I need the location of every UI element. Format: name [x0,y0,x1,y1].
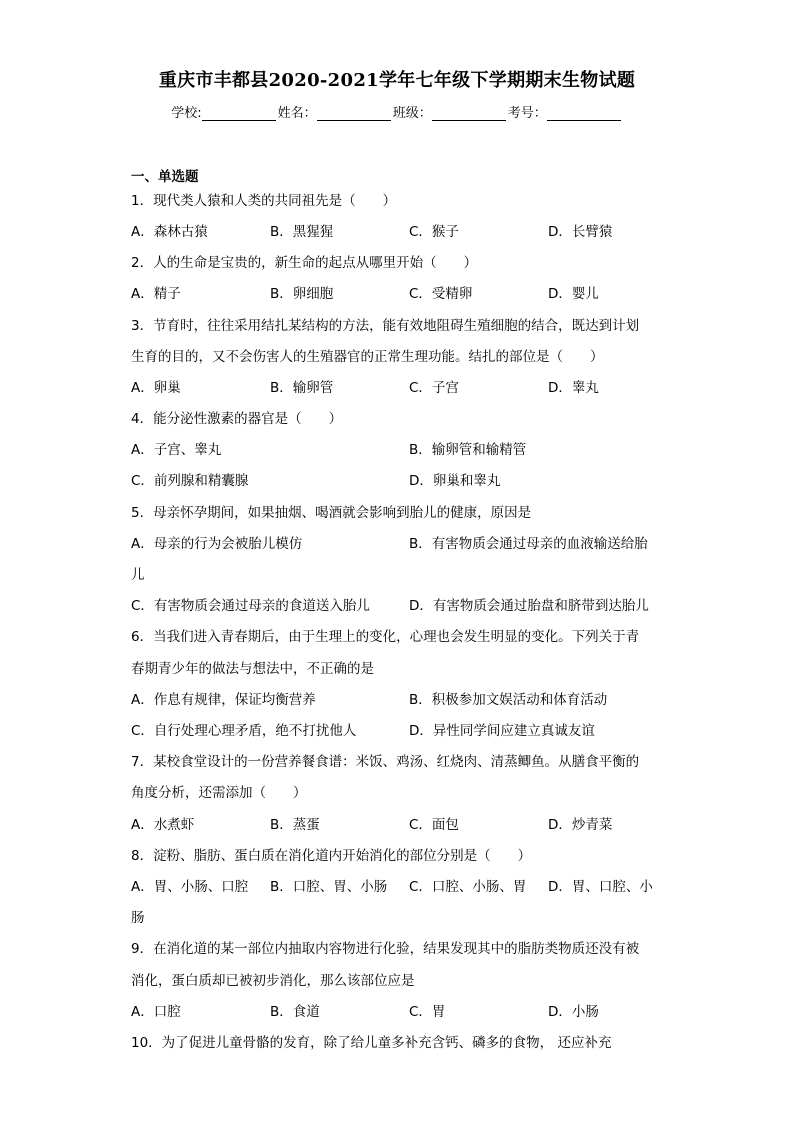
option-c: C．有害物质会通过母亲的食道送入胎儿 [131,598,370,614]
option-d: D．炒青菜 [548,817,613,833]
option-d: D．卵巢和睾丸 [409,473,501,489]
class-blank [432,106,506,121]
option-a: A．森林古猿 [131,224,208,240]
question-1-options [131,222,671,242]
option-a: A．子宫、睾丸 [131,442,222,458]
option-b: B．卵细胞 [270,286,334,302]
question-5: 5．母亲怀孕期间，如果抽烟、喝酒就会影响到胎儿的健康，原因是 [131,505,532,521]
name-blank [317,106,391,121]
name-label: 姓名： [277,106,317,121]
question-5-options-row-1 [131,534,671,554]
option-b: B．输卵管 [270,380,334,396]
option-d: D．婴儿 [548,286,599,302]
question-2: 2．人的生命是宝贵的，新生命的起点从哪里开始（ ） [131,255,478,271]
option-b: B．有害物质会通过母亲的血液输送给胎 [409,536,648,552]
exam-number-blank [547,106,621,121]
exam-number-label: 考号： [507,106,547,121]
option-c: C．子宫 [409,380,459,396]
option-a: A．精子 [131,286,181,302]
option-d: D．胃、口腔、小 [548,879,653,895]
option-c: C．面包 [409,817,459,833]
question-6-options-row-1 [131,690,671,710]
option-a: A．口腔 [131,1004,181,1020]
school-blank [202,106,276,121]
option-a: A．母亲的行为会被胎儿模仿 [131,536,303,552]
question-6-options-row-2 [131,721,671,741]
question-1: 1．现代类人猿和人类的共同祖先是（ ） [131,193,397,209]
class-label: 班级： [392,106,432,121]
question-8: 8．淀粉、脂肪、蛋白质在消化道内开始消化的部位分别是（ ） [131,848,532,864]
question-5-option-b-continued: 儿 [131,567,145,583]
question-3-line-1: 3．节育时，往往采用结扎某结构的方法，能有效地阻碍生殖细胞的结合，既达到计划 [131,318,640,334]
student-info-row [0,102,794,121]
option-d: D．睾丸 [548,380,599,396]
page-title: 重庆市丰都县2020-2021学年七年级下学期期末生物试题 [158,70,636,91]
option-d: D．异性同学间应建立真诚友谊 [409,723,595,739]
question-8-options [131,877,671,897]
option-c: C．自行处理心理矛盾，绝不打扰他人 [131,723,357,739]
question-4: 4．能分泌性激素的器官是（ ） [131,411,343,427]
question-9-options [131,1002,671,1022]
option-c: C．受精卵 [409,286,473,302]
option-c: C．前列腺和精囊腺 [131,473,249,489]
question-7-line-2: 角度分析，还需添加（ ） [131,785,307,801]
option-b: B．蒸蛋 [270,817,320,833]
section-heading: 一、单选题 [131,169,199,185]
question-9-line-1: 9．在消化道的某一部位内抽取内容物进行化验，结果发现其中的脂肪类物质还没有被 [131,941,640,957]
question-10: 10．为了促进儿童骨骼的发育，除了给儿童多补充含钙、磷多的食物， 还应补充 [131,1035,612,1051]
question-4-options-row-2 [131,471,671,491]
option-d: D．长臂猿 [548,224,613,240]
question-7-options [131,815,671,835]
question-7-line-1: 7．某校食堂设计的一份营养餐食谱：米饭、鸡汤、红烧肉、清蒸鲫鱼。从膳食平衡的 [131,754,640,770]
option-a: A．卵巢 [131,380,181,396]
question-6-line-1: 6．当我们进入青春期后，由于生理上的变化，心理也会发生明显的变化。下列关于青 [131,629,640,645]
option-a: A．作息有规律，保证均衡营养 [131,692,316,708]
option-a: A．胃、小肠、口腔 [131,879,249,895]
school-label: 学校: [171,106,202,121]
question-6-line-2: 春期青少年的做法与想法中，不正确的是 [131,661,374,677]
option-b: B．输卵管和输精管 [409,442,527,458]
option-c: C．口腔、小肠、胃 [409,879,527,895]
question-2-options [131,284,671,304]
question-5-options-row-2 [131,596,671,616]
option-b: B．积极参加文娱活动和体育活动 [409,692,608,708]
question-3-line-2: 生育的目的，又不会伤害人的生殖器官的正常生理功能。结扎的部位是（ ） [131,349,604,365]
option-c: C．猴子 [409,224,459,240]
option-d: D．小肠 [548,1004,599,1020]
question-4-options-row-1 [131,440,671,460]
option-a: A．水煮虾 [131,817,195,833]
question-3-options [131,378,671,398]
question-9-line-2: 消化，蛋白质却已被初步消化，那么该部位应是 [131,973,415,989]
option-b: B．口腔、胃、小肠 [270,879,388,895]
option-b: B．黑猩猩 [270,224,334,240]
option-c: C．胃 [409,1004,446,1020]
option-d: D．有害物质会通过胎盘和脐带到达胎儿 [409,598,649,614]
question-8-option-d-continued: 肠 [131,910,145,926]
option-b: B．食道 [270,1004,320,1020]
